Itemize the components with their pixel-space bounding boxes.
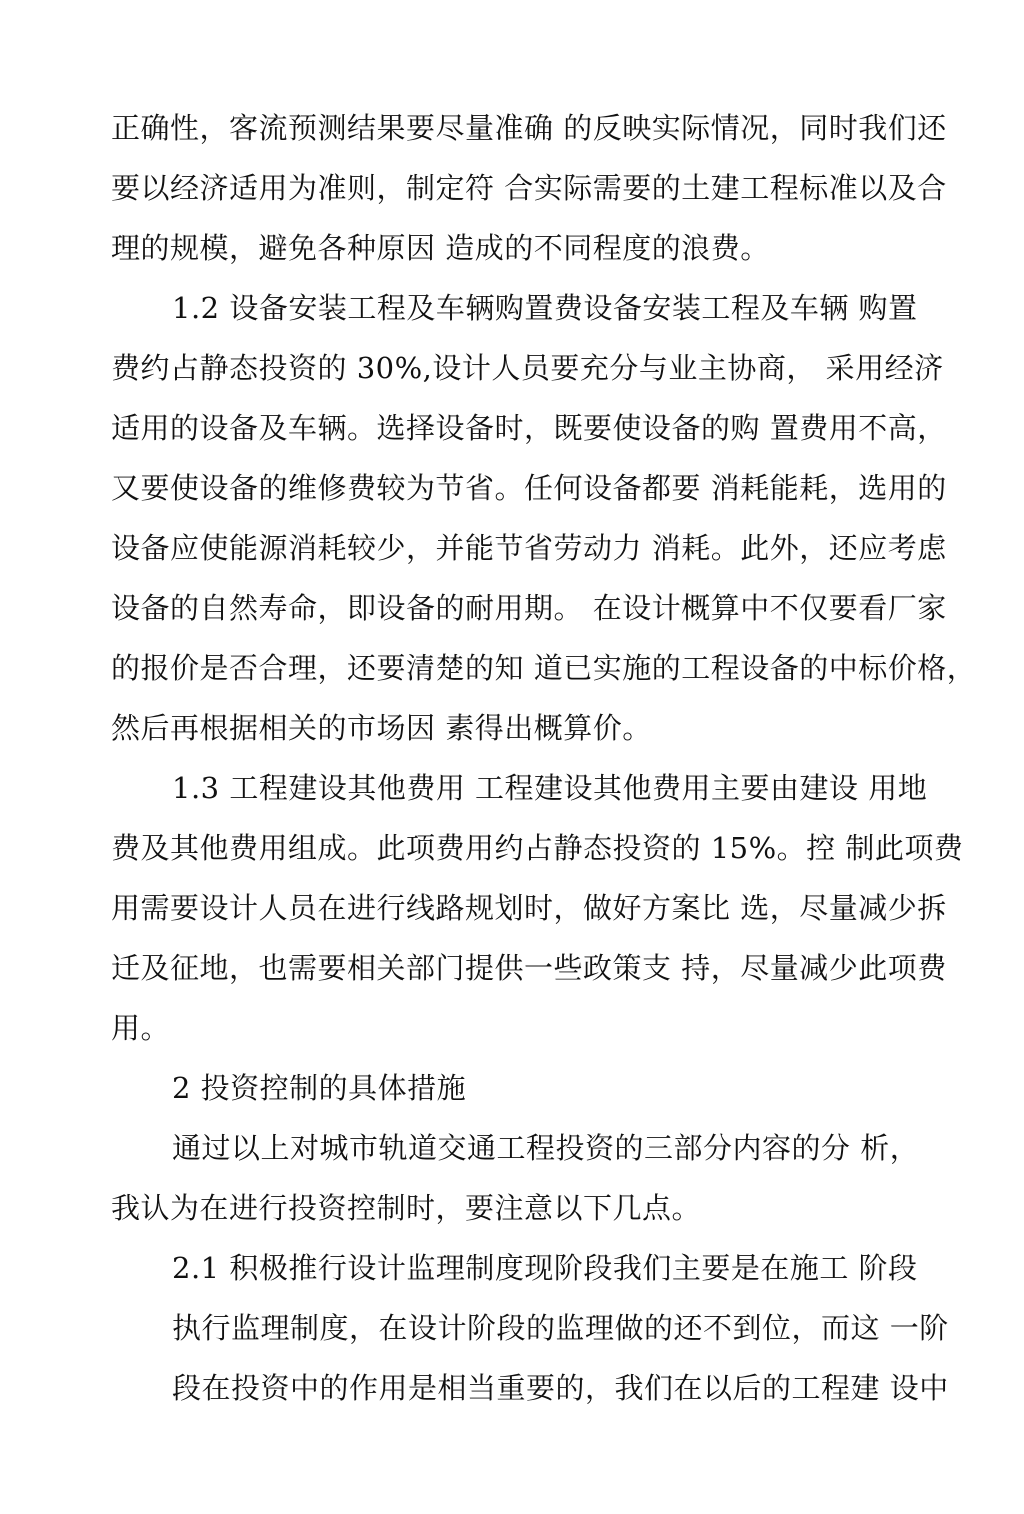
text-line-22: 段在投资中的作用是相当重要的，我们在以后的工程建 设中 [172, 1371, 949, 1405]
text-line-16: 用。 [111, 1011, 171, 1045]
text-line-18: 通过以上对城市轨道交通工程投资的三部分内容的分 析， [172, 1131, 920, 1165]
text-line-7: 又要使设备的维修费较为节省。任何设备都要 消耗能耗，选用的 [111, 471, 947, 505]
text-line-10: 的报价是否合理，还要清楚的知 道已实施的工程设备的中标价格， [111, 651, 977, 685]
text-line-12: 1.3 工程建设其他费用 工程建设其他费用主要由建设 用地 [172, 771, 928, 805]
text-line-3: 理的规模，避免各种原因 造成的不同程度的浪费。 [111, 231, 770, 265]
text-line-5: 费约占静态投资的 30%,设计人员要充分与业主协商， 采用经济 [111, 351, 944, 385]
text-line-4: 1.2 设备安装工程及车辆购置费设备安装工程及车辆 购置 [172, 291, 918, 325]
text-line-1: 正确性，客流预测结果要尽量准确 的反映实际情况，同时我们还 [111, 111, 947, 145]
text-line-13: 费及其他费用组成。此项费用约占静态投资的 15%。控 制此项费 [111, 831, 964, 865]
text-line-9: 设备的自然寿命，即设备的耐用期。 在设计概算中不仅要看厂家 [111, 591, 947, 625]
text-line-6: 适用的设备及车辆。选择设备时，既要使设备的购 置费用不高， [111, 411, 947, 445]
text-line-21: 执行监理制度，在设计阶段的监理做的还不到位，而这 一阶 [172, 1311, 949, 1345]
section-heading: 2 投资控制的具体措施 [172, 1071, 467, 1105]
text-line-11: 然后再根据相关的市场因 素得出概算价。 [111, 711, 652, 745]
text-line-19: 我认为在进行投资控制时，要注意以下几点。 [111, 1191, 702, 1225]
text-line-2: 要以经济适用为准则，制定符 合实际需要的土建工程标准以及合 [111, 171, 947, 205]
text-line-14: 用需要设计人员在进行线路规划时，做好方案比 选，尽量减少拆 [111, 891, 947, 925]
text-line-15: 迁及征地，也需要相关部门提供一些政策支 持，尽量减少此项费 [111, 951, 947, 985]
text-line-8: 设备应使能源消耗较少，并能节省劳动力 消耗。此外，还应考虑 [111, 531, 947, 565]
text-line-20: 2.1 积极推行设计监理制度现阶段我们主要是在施工 阶段 [172, 1251, 918, 1285]
